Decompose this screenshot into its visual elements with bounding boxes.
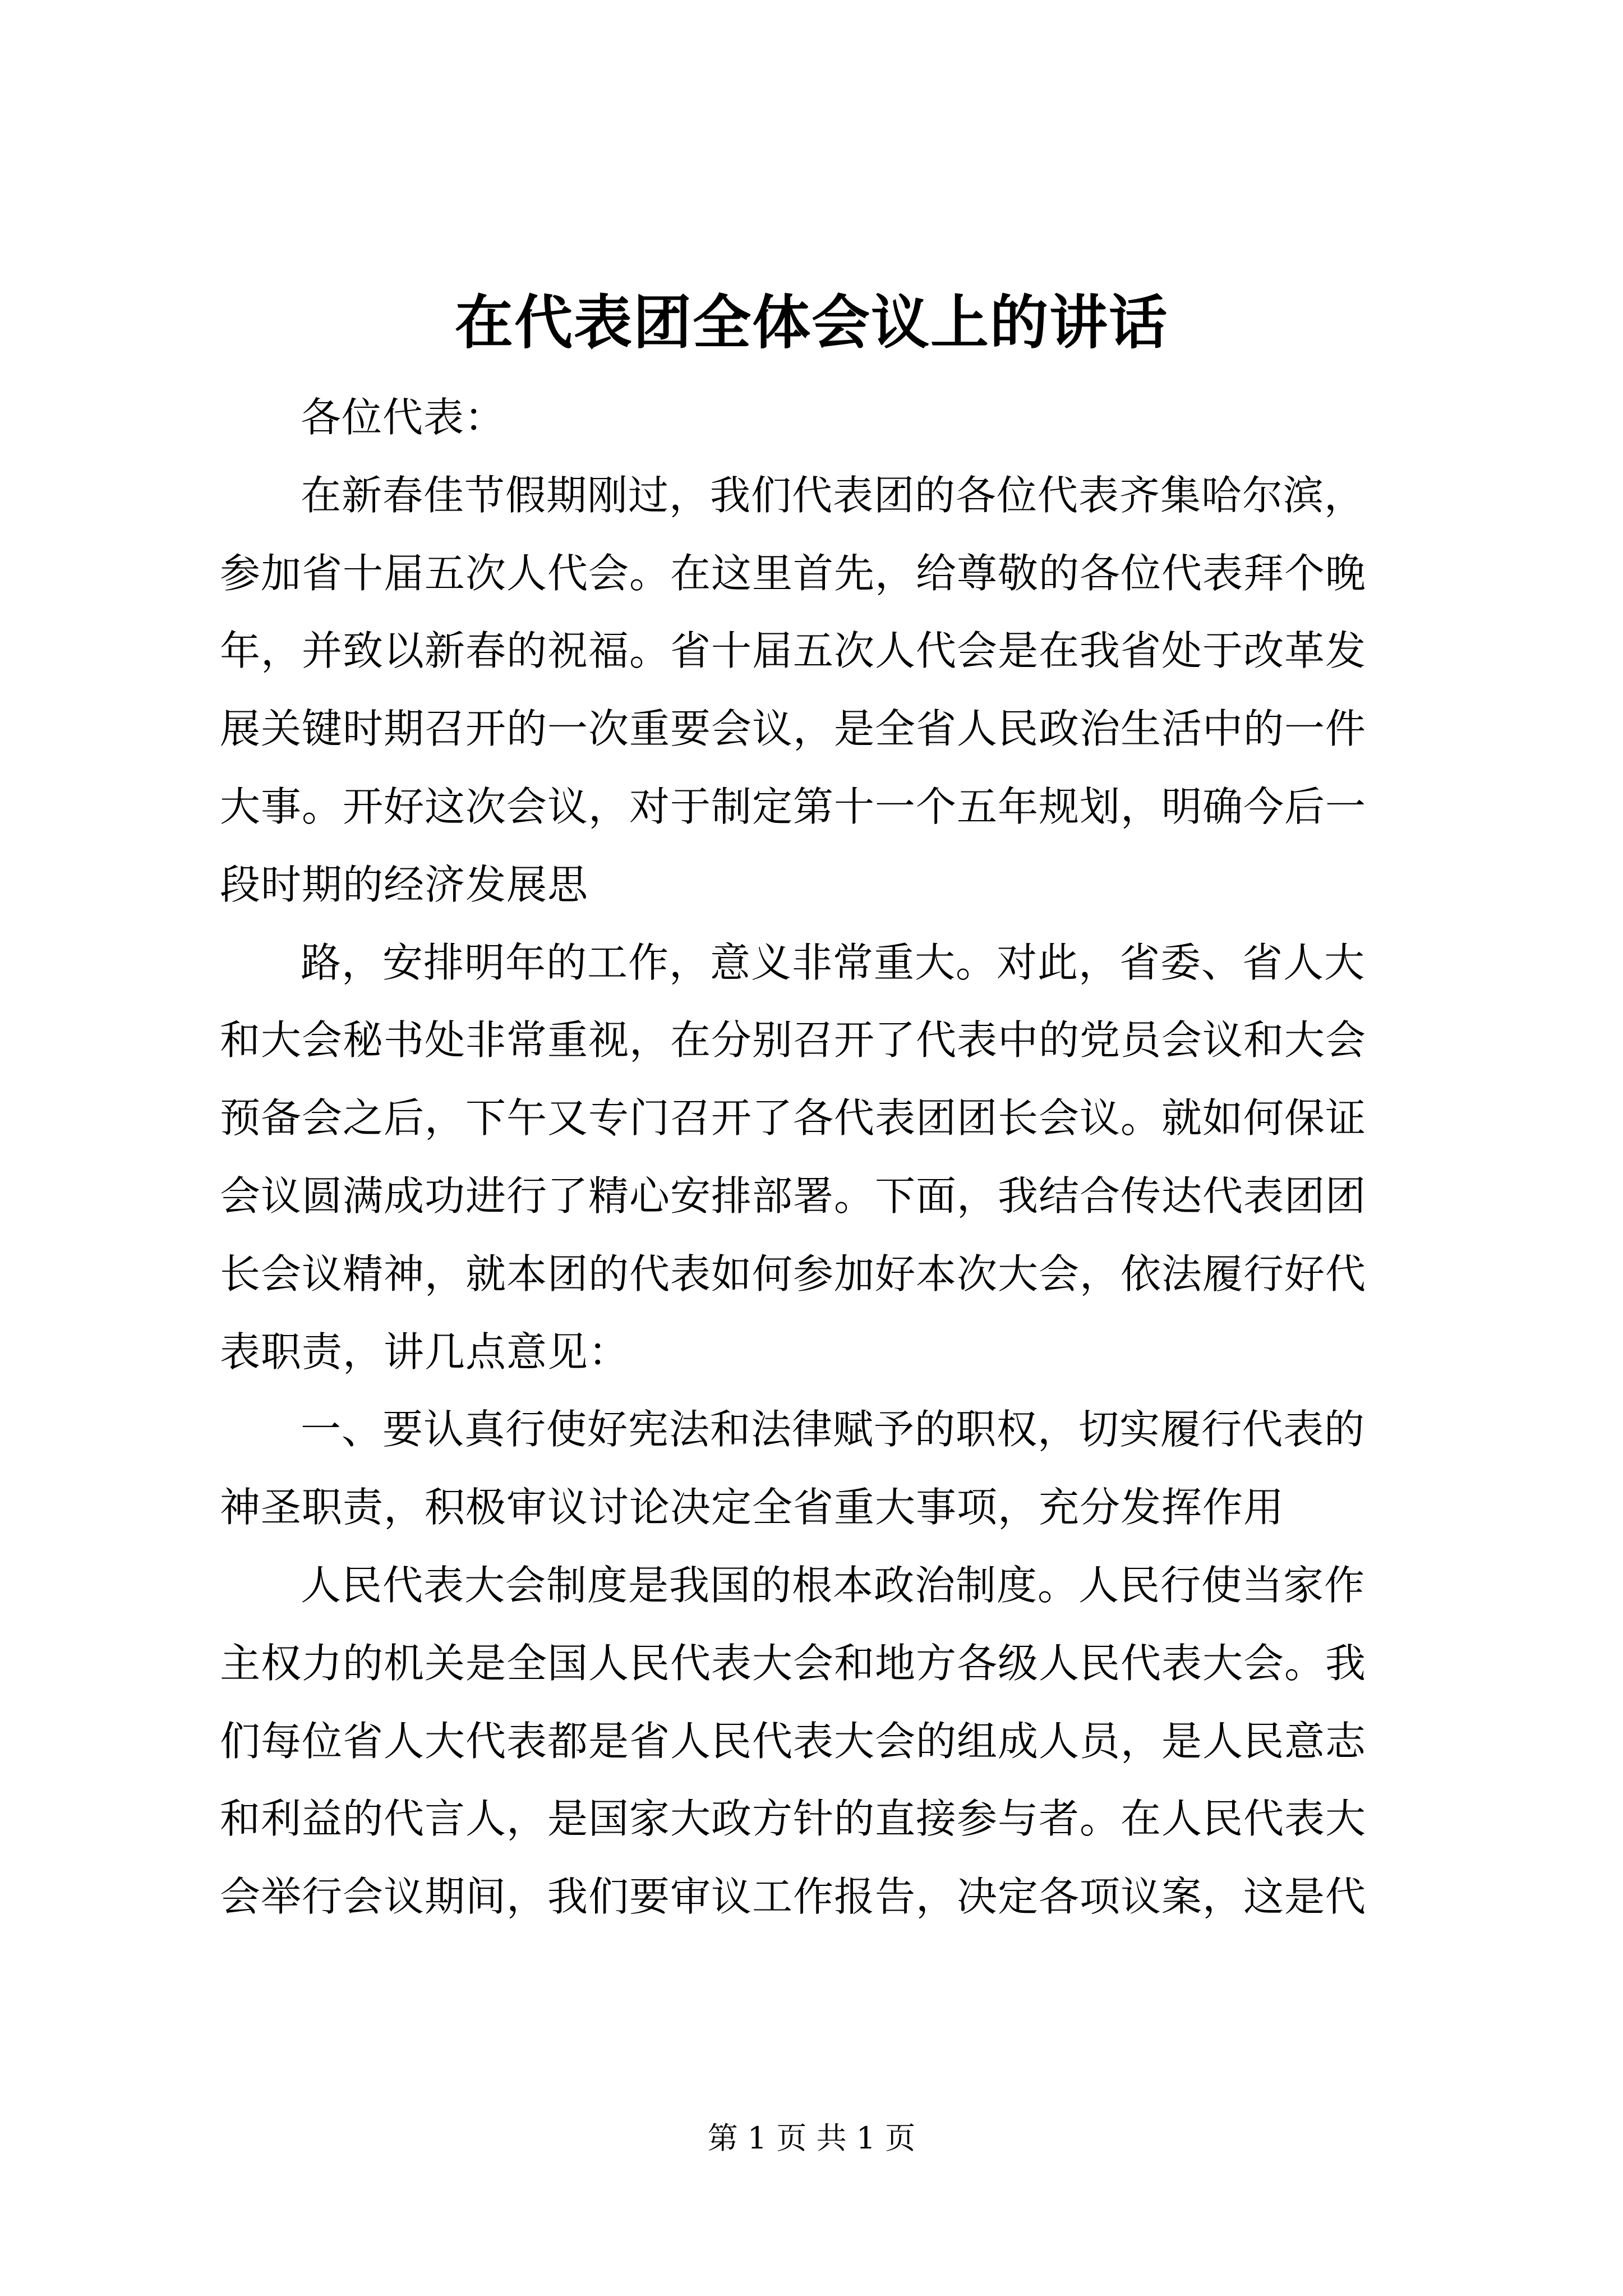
body-line: 段时期的经济发展思 xyxy=(220,861,589,908)
body-line: 展关键时期召开的一次重要会议，是全省人民政治生活中的一件 xyxy=(220,705,1367,753)
body-line: 们每位省人大代表都是省人民代表大会的组成人员，是人民意志 xyxy=(220,1717,1367,1765)
body-line: 大事。开好这次会议，对于制定第十一个五年规划，明确今后一 xyxy=(220,783,1367,830)
body-line: 预备会之后，下午又专门召开了各代表团团长会议。就如何保证 xyxy=(220,1094,1367,1142)
document-title: 在代表团全体会议上的讲话 xyxy=(454,288,1168,357)
body-line: 会议圆满成功进行了精心安排部署。下面，我结合传达代表团团 xyxy=(220,1172,1367,1220)
body-line: 路，安排明年的工作，意义非常重大。对此，省委、省人大 xyxy=(301,938,1366,986)
document-body xyxy=(220,379,1431,1936)
body-line: 人民代表大会制度是我国的根本政治制度。人民行使当家作 xyxy=(301,1561,1366,1609)
body-line: 长会议精神，就本团的代表如何参加好本次大会，依法履行好代 xyxy=(220,1250,1367,1297)
body-line: 会举行会议期间，我们要审议工作报告，决定各项议案，这是代 xyxy=(220,1873,1367,1921)
body-line: 参加省十届五次人代会。在这里首先，给尊敬的各位代表拜个晚 xyxy=(220,549,1367,597)
body-line: 表职责，讲几点意见： xyxy=(220,1328,630,1375)
salutation-line: 各位代表： xyxy=(301,394,506,441)
section-heading-line: 神圣职责，积极审议讨论决定全省重大事项，充分发挥作用 xyxy=(220,1484,1285,1531)
body-line: 和利益的代言人，是国家大政方针的直接参与者。在人民代表大 xyxy=(220,1795,1367,1843)
body-line: 在新春佳节假期刚过，我们代表团的各位代表齐集哈尔滨， xyxy=(301,471,1366,519)
page-footer: 第 1 页 共 1 页 xyxy=(707,2120,916,2156)
body-line: 主权力的机关是全国人民代表大会和地方各级人民代表大会。我 xyxy=(220,1639,1367,1687)
body-line: 年，并致以新春的祝福。省十届五次人代会是在我省处于改革发 xyxy=(220,627,1367,675)
body-line: 和大会秘书处非常重视，在分别召开了代表中的党员会议和大会 xyxy=(220,1016,1367,1064)
section-heading-line: 一、要认真行使好宪法和法律赋予的职权，切实履行代表的 xyxy=(301,1406,1366,1453)
